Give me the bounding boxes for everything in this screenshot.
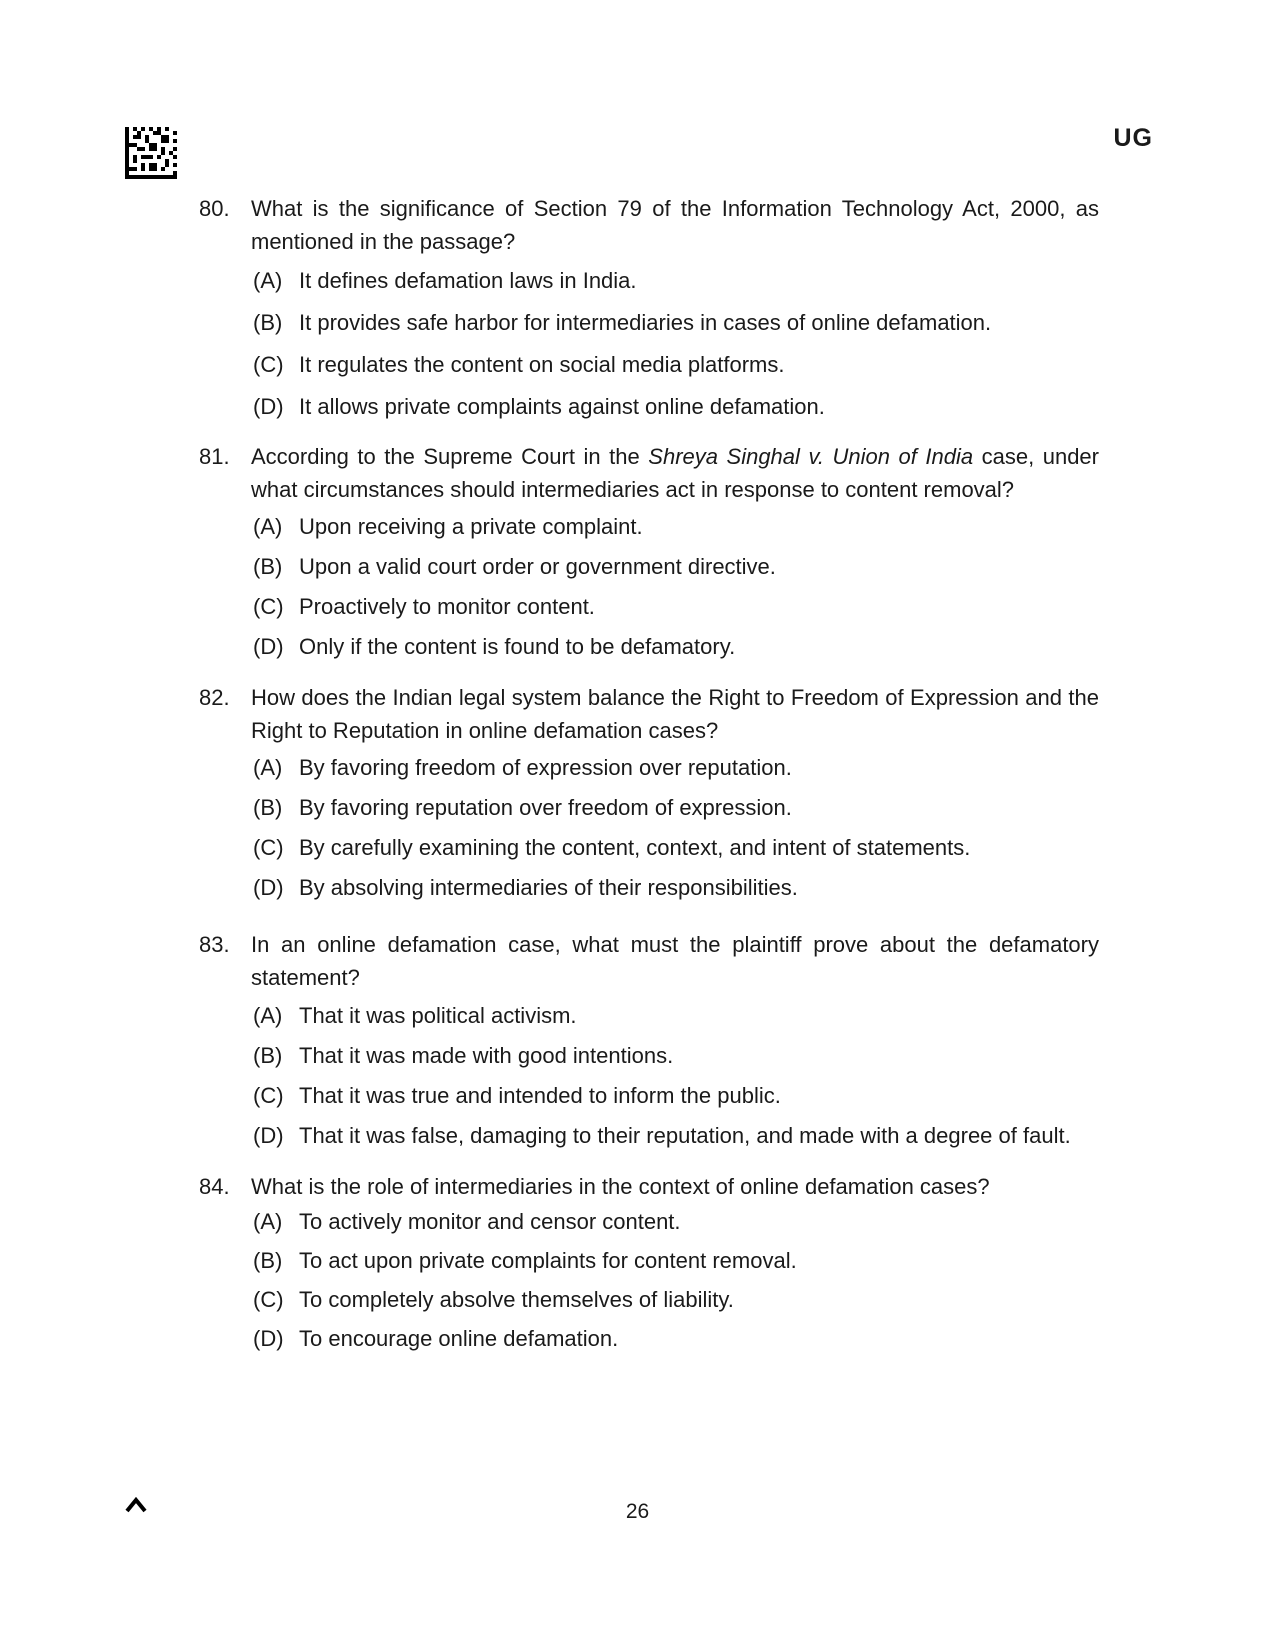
option-d[interactable]	[253, 1326, 1099, 1352]
option-letter: (C)	[253, 835, 284, 860]
option-d[interactable]	[253, 875, 1099, 901]
question-text: What is the role of intermediaries in the context of online defamation cases?	[251, 1174, 990, 1199]
option-letter: (B)	[253, 795, 283, 820]
question-number: 83.	[199, 932, 230, 957]
option-d[interactable]	[253, 634, 1099, 660]
option-letter: (C)	[253, 352, 284, 377]
option-text: To actively monitor and censor content.	[299, 1209, 681, 1234]
option-c[interactable]	[253, 352, 1099, 378]
option-list	[199, 1003, 1099, 1149]
option-a[interactable]	[253, 1003, 1099, 1029]
question-number: 81.	[199, 444, 230, 469]
option-text: That it was true and intended to inform the public.	[299, 1083, 781, 1108]
question-number: 82.	[199, 685, 230, 710]
option-letter: (D)	[253, 1123, 284, 1148]
option-text: Proactively to monitor content.	[299, 594, 595, 619]
option-list	[199, 755, 1099, 901]
question-text: In an online defamation case, what must the plaintiff prove about the defamatory statement?	[251, 932, 1099, 990]
option-letter: (D)	[253, 634, 284, 659]
option-c[interactable]	[253, 835, 1099, 861]
option-letter: (C)	[253, 594, 284, 619]
page-number: 26	[625, 1500, 650, 1523]
question-text: According to the Supreme Court in the Shreya Singhal v. Union of India case, under what circumstances should intermediaries act in response to content removal?	[251, 444, 1099, 502]
question-number: 84.	[199, 1174, 230, 1199]
question-82	[199, 681, 1099, 901]
option-text: That it was made with good intentions.	[299, 1043, 674, 1068]
option-a[interactable]	[253, 514, 1099, 540]
option-letter: (A)	[253, 1003, 283, 1028]
option-list	[199, 1209, 1099, 1352]
option-text: Upon receiving a private complaint.	[299, 514, 643, 539]
question-80	[199, 192, 1099, 420]
question-list	[199, 192, 1099, 1352]
question-83	[199, 928, 1099, 1149]
case-name: Shreya Singhal v. Union of India	[648, 444, 974, 469]
datamatrix-code-icon	[125, 127, 177, 179]
option-d[interactable]	[253, 1123, 1099, 1149]
option-list	[199, 268, 1099, 420]
option-text: Only if the content is found to be defamatory.	[299, 634, 736, 659]
option-letter: (C)	[253, 1287, 284, 1312]
option-letter: (B)	[253, 554, 283, 579]
option-letter: (A)	[253, 1209, 283, 1234]
option-c[interactable]	[253, 594, 1099, 620]
question-text: How does the Indian legal system balance the Right to Freedom of Expression and the Right to Reputation in online defamation cases?	[251, 685, 1099, 743]
option-letter: (B)	[253, 1248, 283, 1273]
option-b[interactable]	[253, 1248, 1099, 1274]
option-a[interactable]	[253, 755, 1099, 781]
question-81	[199, 440, 1099, 660]
option-letter: (B)	[253, 1043, 283, 1068]
option-b[interactable]	[253, 1043, 1099, 1069]
option-a[interactable]	[253, 268, 1099, 294]
option-a[interactable]	[253, 1209, 1099, 1235]
option-letter: (D)	[253, 1326, 284, 1351]
option-text: To act upon private complaints for content removal.	[299, 1248, 797, 1273]
option-letter: (A)	[253, 514, 283, 539]
option-b[interactable]	[253, 310, 1099, 336]
option-text: To completely absolve themselves of liability.	[299, 1287, 734, 1312]
option-text: That it was false, damaging to their reputation, and made with a degree of fault.	[299, 1123, 1071, 1148]
option-letter: (C)	[253, 1083, 284, 1108]
option-list	[199, 514, 1099, 660]
option-text: It provides safe harbor for intermediaries in cases of online defamation.	[299, 310, 992, 335]
option-text: That it was political activism.	[299, 1003, 577, 1028]
question-number: 80.	[199, 196, 230, 221]
option-text: Upon a valid court order or government directive.	[299, 554, 776, 579]
option-text: By favoring reputation over freedom of expression.	[299, 795, 792, 820]
question-84	[199, 1170, 1099, 1352]
option-text: It allows private complaints against online defamation.	[299, 394, 825, 419]
option-c[interactable]	[253, 1083, 1099, 1109]
option-letter: (A)	[253, 268, 283, 293]
option-b[interactable]	[253, 795, 1099, 821]
option-text: It regulates the content on social media platforms.	[299, 352, 785, 377]
option-letter: (B)	[253, 310, 283, 335]
option-text: It defines defamation laws in India.	[299, 268, 637, 293]
option-d[interactable]	[253, 394, 1099, 420]
option-text: To encourage online defamation.	[299, 1326, 619, 1351]
option-b[interactable]	[253, 554, 1099, 580]
option-letter: (D)	[253, 394, 284, 419]
option-letter: (A)	[253, 755, 283, 780]
option-text: By absolving intermediaries of their responsibilities.	[299, 875, 798, 900]
question-text: What is the significance of Section 79 of the Information Technology Act, 2000, as mentioned in the passage?	[251, 196, 1099, 254]
paper-code: UG	[1113, 124, 1153, 152]
option-letter: (D)	[253, 875, 284, 900]
option-c[interactable]	[253, 1287, 1099, 1313]
option-text: By favoring freedom of expression over reputation.	[299, 755, 792, 780]
option-text: By carefully examining the content, context, and intent of statements.	[299, 835, 971, 860]
